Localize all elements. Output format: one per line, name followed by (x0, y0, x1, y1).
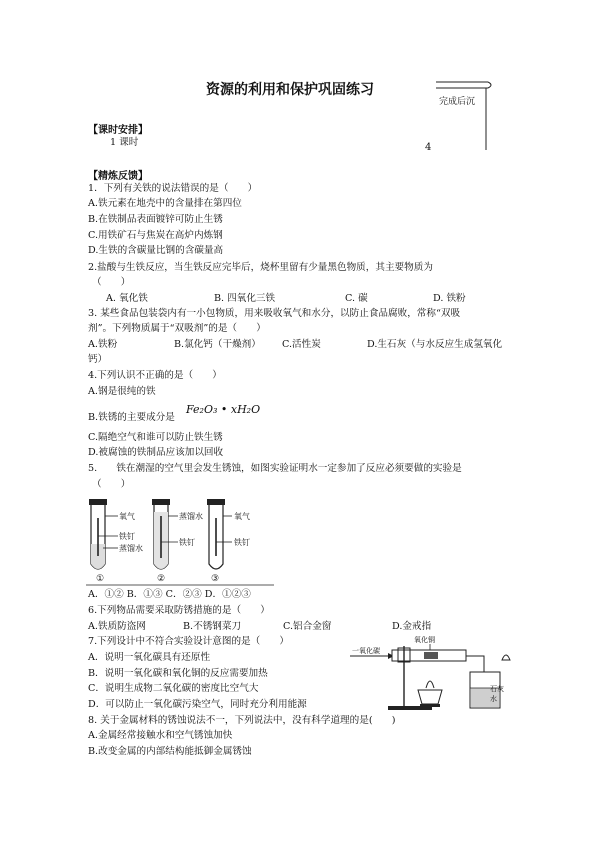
q2-bracket: （ ） (92, 277, 131, 288)
q7-option-a: A．说明一氧化碳具有还原性 (88, 652, 211, 663)
fig-lime-label-2: 水 (490, 695, 497, 703)
q2-option-c: C. 碳 (345, 293, 368, 304)
tube1-number: ① (96, 574, 105, 584)
tube1-label-nail: 铁钉 (119, 532, 135, 541)
q4-stem: 4.下列认识不正确的是（ ） (88, 370, 222, 381)
q7-option-c: C．说明生成物二氧化碳的密度比空气大 (88, 683, 259, 694)
q1-stem: 1．下列有关铁的说法错误的是（ ） (88, 183, 258, 194)
q7-stem: 7.下列设计中不符合实验设计意图的是（ ） (88, 636, 290, 647)
q5-stem-line2: （ ） (92, 479, 131, 490)
page-title: 资源的利用和保护巩固练习 (206, 82, 374, 98)
q1-option-c: C.用铁矿石与焦炭在高炉内炼钢 (88, 230, 223, 241)
tube1-label-water: 蒸馏水 (119, 544, 143, 553)
q6-option-b: B.不锈钢菜刀 (183, 621, 242, 632)
stamp-figure (428, 78, 498, 154)
q2-option-b: B. 四氧化三铁 (214, 293, 276, 304)
rust-formula: Fe₂O₃ • xH₂O (186, 403, 261, 416)
q3-option-a: A.铁粉 (88, 339, 118, 350)
q3-option-b: B.氯化钙（干燥剂） (174, 339, 261, 350)
fig-lime-label-1: 石灰 (490, 685, 504, 693)
q2-stem: 2.盐酸与生铁反应，当生铁反应完毕后，烧杯里留有少量黑色物质，其主要物质为 (88, 262, 433, 273)
q6-stem: 6.下列物品需要采取防锈措施的是（ ） (88, 605, 270, 616)
tube3-label-top: 氧气 (234, 512, 250, 521)
schedule-text: 1 课时 (110, 137, 139, 148)
q3-option-d-line1: D.生石灰（与水反应生成氢氧化 (367, 339, 503, 350)
q8-stem: 8. 关于金属材料的锈蚀说法不一，下列说法中，没有科学道理的是( ) (88, 715, 396, 726)
q8-option-b: B.改变金属的内部结构能抵御金属锈蚀 (88, 746, 252, 757)
q2-option-d: D. 铁粉 (433, 293, 466, 304)
test-tube-2 (152, 499, 178, 569)
fig-co-label: 一氧化碳 (352, 647, 380, 655)
fig-cuo-label: 氧化铜 (414, 636, 435, 644)
tube1-label-top: 氧气 (119, 512, 135, 521)
q6-option-c: C.铝合金窗 (283, 621, 332, 632)
q1-option-b: B.在铁制品表面镀锌可防止生锈 (88, 214, 223, 225)
q7-option-d: D．可以防止一氧化碳污染空气，同时充分利用能源 (88, 699, 307, 710)
q6-option-d: D.金戒指 (392, 621, 432, 632)
q3-stem-line1: 3. 某些食品包装袋内有一小包物质，用来吸收氧气和水分，以防止食品腐败，常称“双吸 (88, 308, 461, 319)
q4-option-b: B.铁锈的主要成分是 (88, 412, 175, 423)
q3-stem-line2: 剂”。下列物质属于“双吸剂”的是（ ） (88, 323, 266, 334)
stamp-text: 完成后沉 (439, 97, 476, 107)
tube2-number: ② (157, 574, 166, 584)
q3-option-d-line2: 钙） (88, 354, 108, 365)
schedule-heading: 【课时安排】 (88, 125, 148, 136)
test-tube-3 (207, 499, 232, 569)
q4-option-a: A.钢是很纯的铁 (88, 386, 156, 397)
feedback-heading: 【精炼反馈】 (88, 171, 148, 182)
q1-option-a: A.铁元素在地壳中的含量排在第四位 (88, 198, 242, 209)
q4-option-c: C.隔绝空气和谁可以防止铁生锈 (88, 432, 223, 443)
q1-option-d: D.生铁的含碳量比钢的含碳量高 (88, 245, 224, 256)
q6-option-a: A.铁质防盗网 (88, 621, 146, 632)
q5-options: A．①② B．①③ C．②③ D．①②③ (88, 589, 251, 600)
q2-option-a: A. 氧化铁 (106, 293, 148, 304)
tube3-label-nail: 铁钉 (234, 538, 250, 547)
tube2-label-top: 蒸馏水 (179, 512, 203, 521)
stamp-mark: 4 (425, 142, 432, 153)
q7-option-b: B．说明一氧化碳和氧化铜的反应需要加热 (88, 668, 268, 679)
tube2-label-nail: 铁钉 (179, 538, 195, 547)
q4-option-d: D.被腐蚀的铁制品应该加以回收 (88, 447, 224, 458)
q5-stem-line1: 5. 铁在潮湿的空气里会发生锈蚀，如图实验证明水一定参加了反应必须要做的实验是 (88, 463, 462, 474)
q3-option-c: C.活性炭 (282, 339, 321, 350)
q8-option-a: A.金属经常接触水和空气锈蚀加快 (88, 730, 233, 741)
test-tube-1 (89, 499, 118, 569)
tube3-number: ③ (211, 574, 220, 584)
